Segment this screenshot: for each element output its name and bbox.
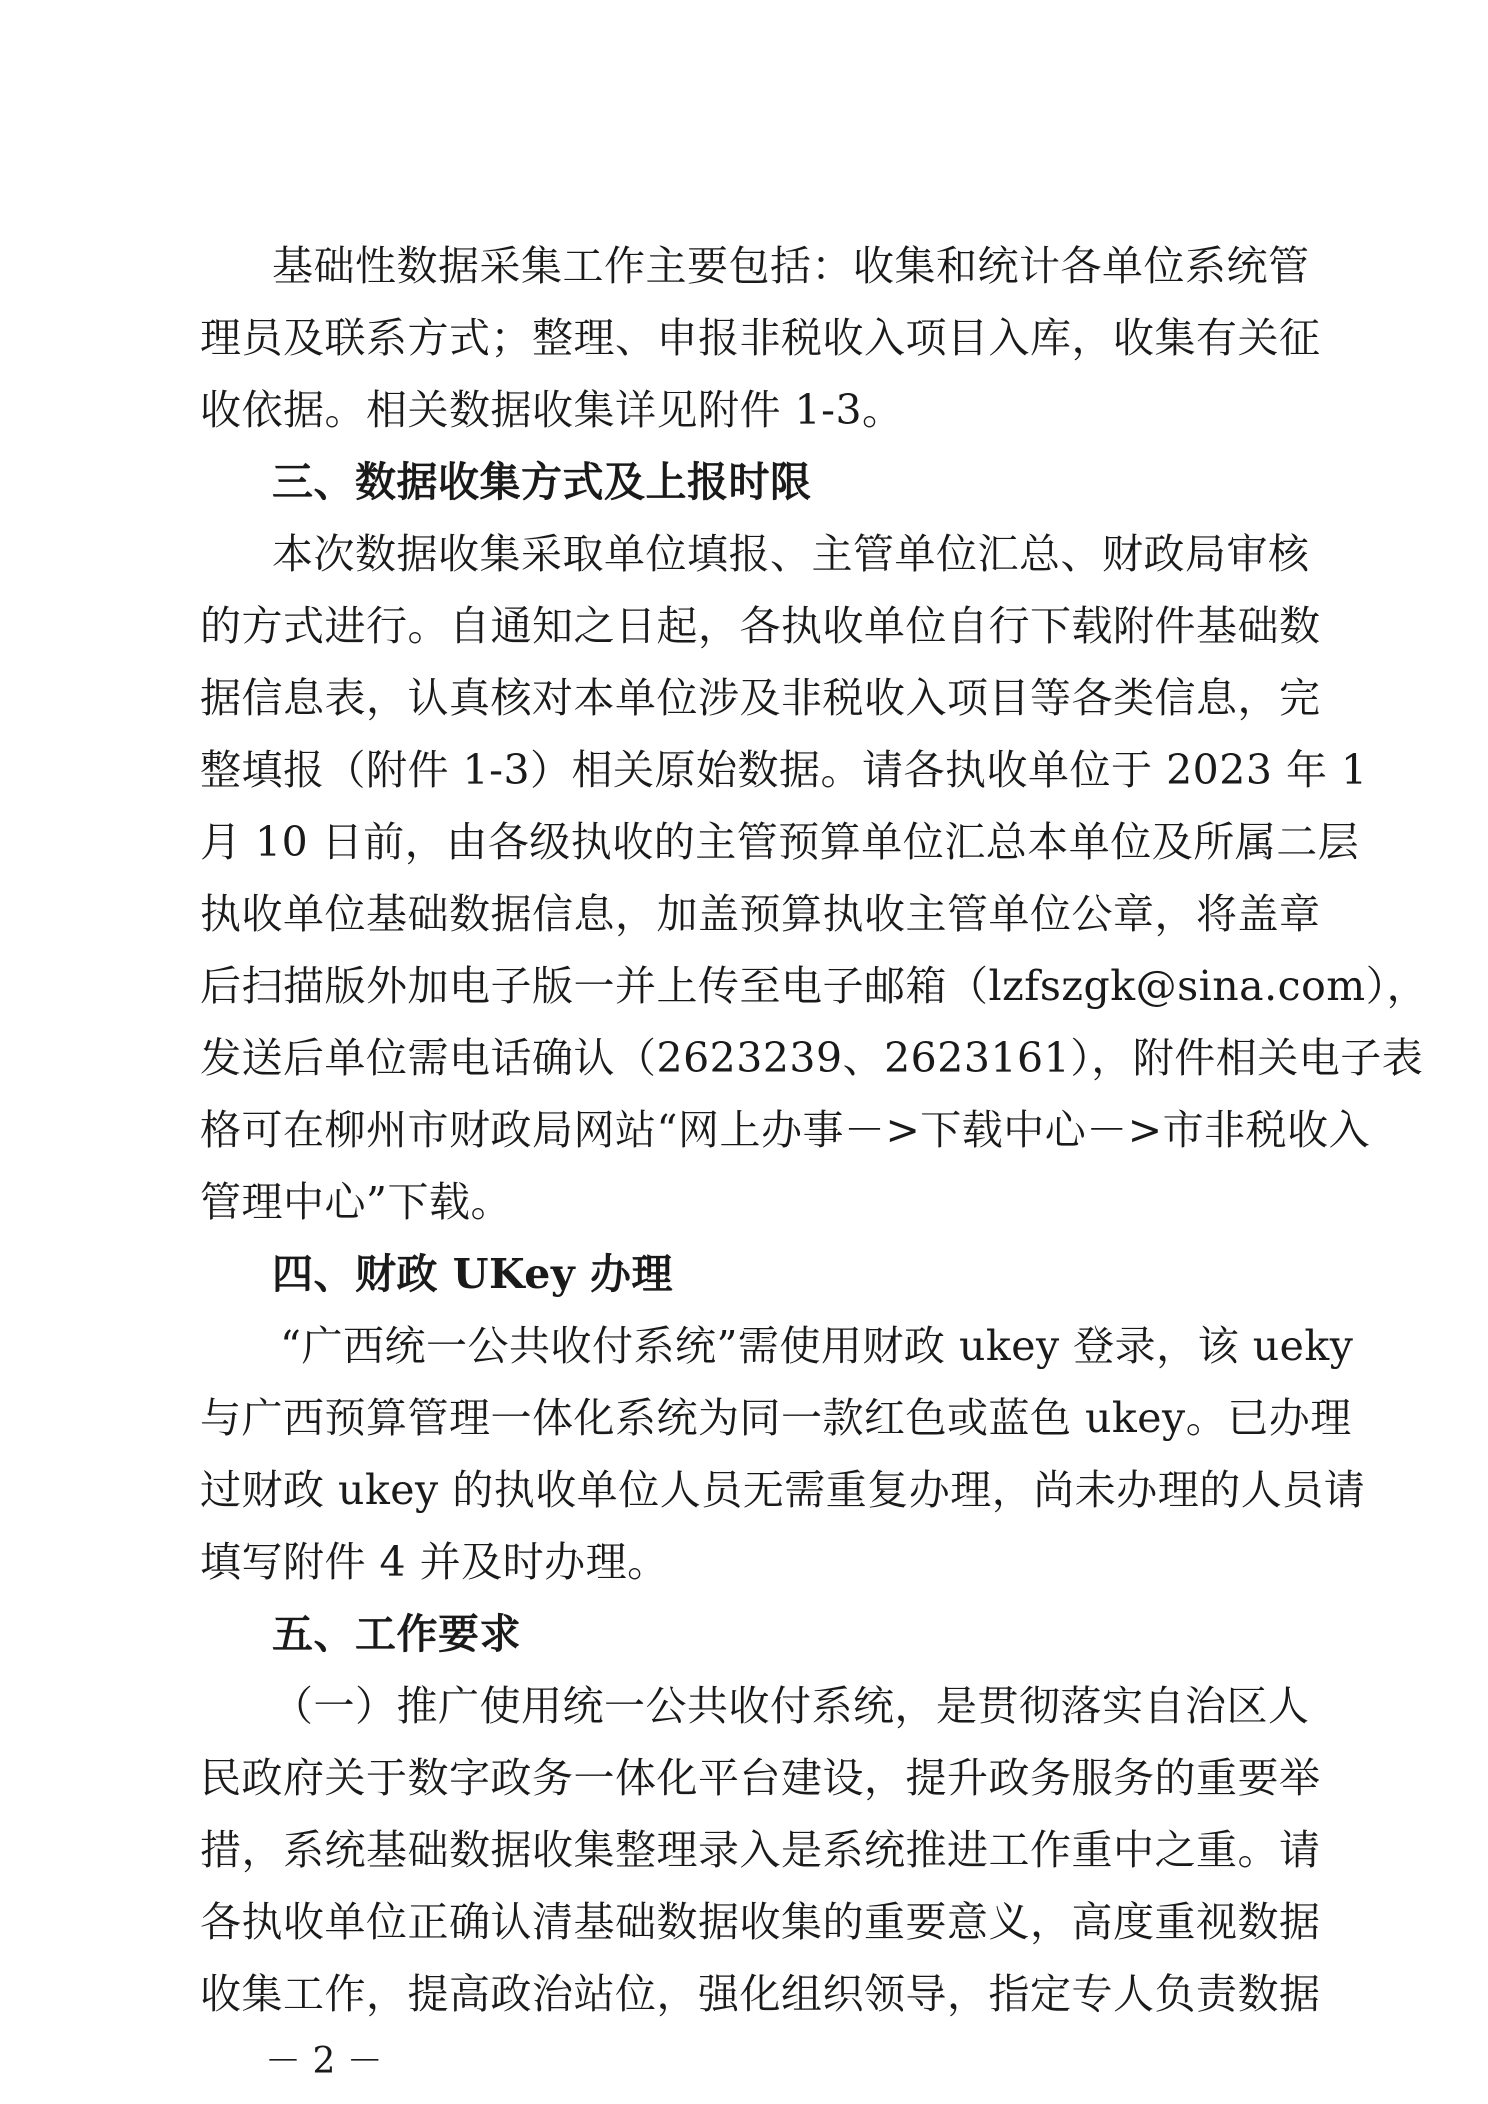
paragraph-line: 本次数据收集采取单位填报、主管单位汇总、财政局审核 — [272, 530, 1310, 578]
paragraph-line: 收依据。相关数据收集详见附件 1-3。 — [200, 386, 904, 434]
section-heading-5: 五、工作要求 — [272, 1610, 521, 1658]
paragraph-line: 据信息表，认真核对本单位涉及非税收入项目等各类信息，完 — [200, 674, 1321, 722]
paragraph-line: 格可在柳州市财政局网站“网上办事－>下载中心－>市非税收入 — [200, 1106, 1371, 1154]
paragraph-line: 与广西预算管理一体化系统为同一款红色或蓝色 ukey。已办理 — [200, 1394, 1352, 1442]
page-number: － 2 － — [265, 2041, 383, 2082]
paragraph-line: 后扫描版外加电子版一并上传至电子邮箱（lzfszgk@sina.com）， — [200, 962, 1429, 1010]
paragraph-line: 理员及联系方式；整理、申报非税收入项目入库，收集有关征 — [200, 314, 1321, 362]
paragraph-line: 月 10 日前，由各级执收的主管预算单位汇总本单位及所属二层 — [200, 818, 1360, 866]
paragraph-line: （一）推广使用统一公共收付系统，是贯彻落实自治区人 — [272, 1682, 1310, 1730]
paragraph-line: 措，系统基础数据收集整理录入是系统推进工作重中之重。请 — [200, 1826, 1321, 1874]
paragraph-line: 整填报（附件 1-3）相关原始数据。请各执收单位于 2023 年 1 — [200, 746, 1368, 794]
paragraph-line: 管理中心”下载。 — [200, 1178, 512, 1226]
paragraph-line: 执收单位基础数据信息，加盖预算执收主管单位公章，将盖章 — [200, 890, 1321, 938]
paragraph-line: 各执收单位正确认清基础数据收集的重要意义，高度重视数据 — [200, 1898, 1321, 1946]
paragraph-line: 基础性数据采集工作主要包括：收集和统计各单位系统管 — [272, 242, 1310, 290]
paragraph-line: 的方式进行。自通知之日起，各执收单位自行下载附件基础数 — [200, 602, 1321, 650]
paragraph-line: “广西统一公共收付系统”需使用财政 ukey 登录，该 ueky — [280, 1322, 1354, 1370]
section-heading-3: 三、数据收集方式及上报时限 — [272, 458, 812, 506]
paragraph-line: 过财政 ukey 的执收单位人员无需重复办理，尚未办理的人员请 — [200, 1466, 1366, 1514]
paragraph-line: 收集工作，提高政治站位，强化组织领导，指定专人负责数据 — [200, 1970, 1321, 2018]
paragraph-line: 发送后单位需电话确认（2623239、2623161），附件相关电子表 — [200, 1034, 1424, 1082]
section-heading-4: 四、财政 UKey 办理 — [272, 1250, 673, 1298]
paragraph-line: 填写附件 4 并及时办理。 — [200, 1538, 669, 1586]
paragraph-line: 民政府关于数字政务一体化平台建设，提升政务服务的重要举 — [200, 1754, 1321, 1802]
